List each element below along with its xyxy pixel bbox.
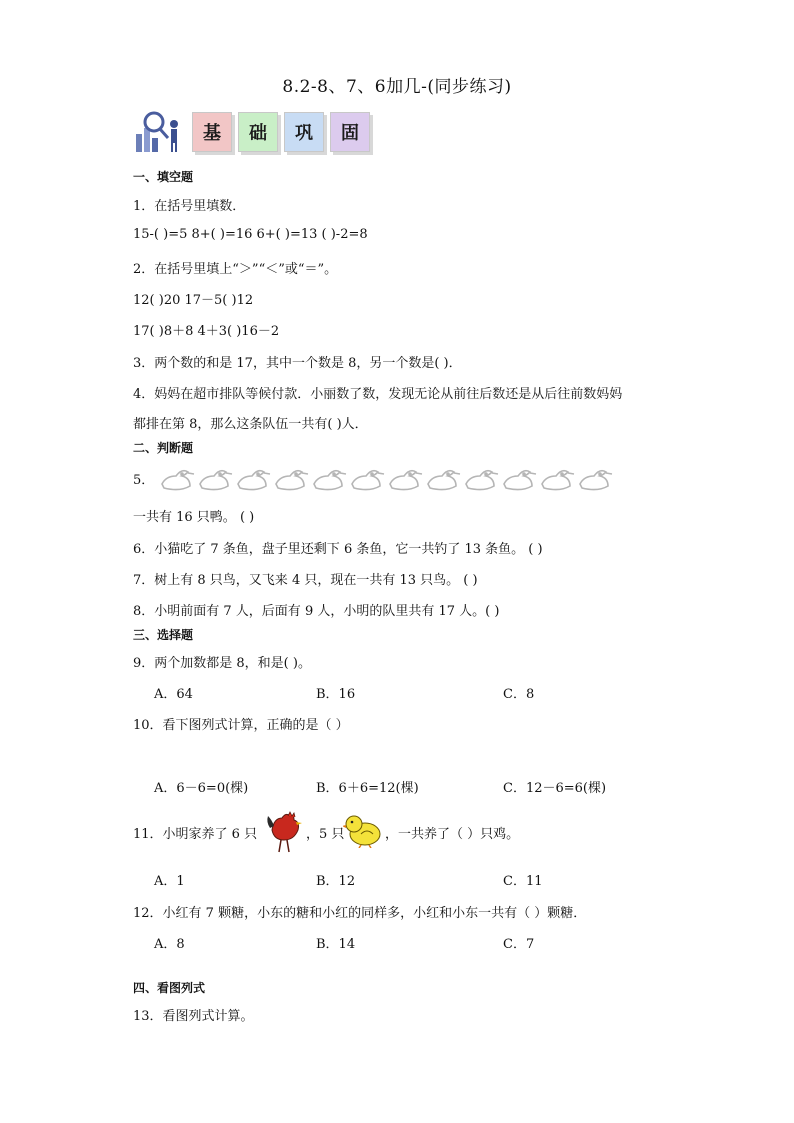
- question-10-option-b: B．6＋6=12(棵): [316, 781, 419, 796]
- question-2-line-2: 17( )8＋8 4＋3( )16－2: [133, 324, 280, 339]
- question-12-option-a: A．8: [154, 937, 185, 952]
- question-5-number: 5．: [133, 473, 155, 488]
- question-5: 一共有 16 只鸭。 ( ): [133, 510, 255, 525]
- question-10: 10．看下图列式计算，正确的是（ ）: [133, 718, 349, 733]
- question-11-option-c: C．11: [503, 874, 543, 889]
- section-heading-multiple-choice: 三、选择题: [133, 628, 194, 642]
- question-12-option-c: C．7: [503, 937, 535, 952]
- banner-tile-4: 固: [330, 112, 370, 152]
- question-11-part-2: ，5 只: [306, 827, 345, 842]
- question-13: 13．看图列式计算。: [133, 1009, 254, 1024]
- section-heading-true-false: 二、判断题: [133, 441, 194, 455]
- question-4-line-2: 都排在第 8，那么这条队伍一共有( )人．: [133, 417, 368, 432]
- banner-tile-1: 基: [192, 112, 232, 152]
- ducks-row-image: [156, 460, 616, 496]
- question-1: 1．在括号里填数．: [133, 199, 246, 214]
- question-11-part-1: 11．小明家养了 6 只: [133, 827, 258, 842]
- question-9-option-b: B．16: [316, 687, 356, 702]
- question-11-option-a: A．1: [154, 874, 185, 889]
- banner-tile-2: 础: [238, 112, 278, 152]
- question-1-equations: 15-( )=5 8+( )=16 6+( )=13 ( )-2=8: [133, 227, 368, 242]
- question-9: 9．两个加数都是 8，和是( )。: [133, 656, 311, 671]
- question-3: 3．两个数的和是 17，其中一个数是 8，另一个数是( )．: [133, 356, 462, 371]
- banner-tile-3: 巩: [284, 112, 324, 152]
- chick-icon: [343, 812, 383, 848]
- question-9-option-a: A．64: [154, 687, 193, 702]
- question-9-option-c: C．8: [503, 687, 535, 702]
- section-banner: [132, 108, 382, 156]
- question-12: 12．小红有 7 颗糖，小东的糖和小红的同样多，小红和小东一共有（ ）颗糖．: [133, 906, 587, 921]
- question-2: 2．在括号里填上“＞”“＜”或“＝”。: [133, 262, 338, 277]
- question-2-line-1: 12( )20 17－5( )12: [133, 293, 254, 308]
- rooster-icon: [266, 810, 304, 854]
- magnifier-people-icon: [132, 108, 188, 156]
- section-heading-picture-equation: 四、看图列式: [133, 981, 206, 995]
- question-4-line-1: 4．妈妈在超市排队等候付款．小丽数了数，发现无论从前往后数还是从后往前数妈妈: [133, 387, 623, 402]
- question-10-option-a: A．6－6=0(棵): [154, 781, 249, 796]
- question-7: 7．树上有 8 只鸟，又飞来 4 只，现在一共有 13 只鸟。 ( ): [133, 573, 478, 588]
- question-11-option-b: B．12: [316, 874, 356, 889]
- question-10-option-c: C．12－6=6(棵): [503, 781, 607, 796]
- question-6: 6．小猫吃了 7 条鱼，盘子里还剩下 6 条鱼，它一共钓了 13 条鱼。 ( ): [133, 542, 543, 557]
- question-12-option-b: B．14: [316, 937, 356, 952]
- section-heading-fill-in: 一、填空题: [133, 170, 194, 184]
- question-11-part-3: ，一共养了（ ）只鸡。: [385, 827, 520, 842]
- page-title: 8.2-8、7、6加几-(同步练习): [282, 77, 512, 97]
- question-8: 8．小明前面有 7 人，后面有 9 人，小明的队里共有 17 人。( ): [133, 604, 500, 619]
